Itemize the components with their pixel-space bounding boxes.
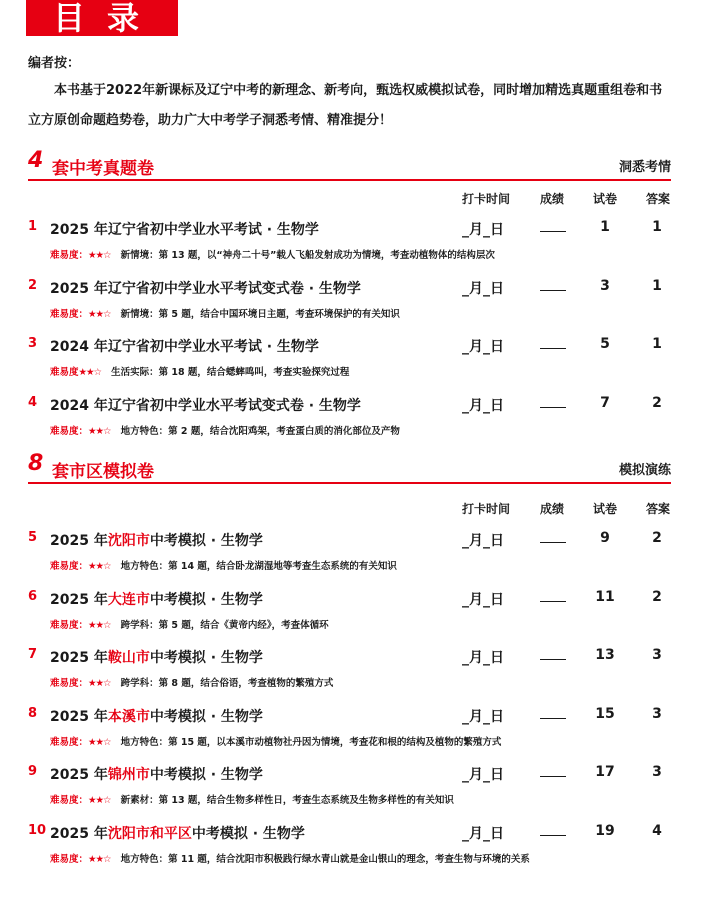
city-name: 本溪市 bbox=[107, 708, 150, 725]
title-suffix: 中考模拟 · 生物学 bbox=[191, 826, 305, 842]
page-title: 目录 bbox=[26, 0, 178, 36]
paper-page: 11 bbox=[595, 588, 615, 605]
entry-description bbox=[50, 792, 454, 806]
entry-description bbox=[50, 734, 501, 748]
title-prefix: 2025 年辽宁省初中学业水平考试 · 生物学 bbox=[50, 222, 319, 238]
city-name: 锦州市 bbox=[107, 767, 150, 784]
catalog-entry bbox=[0, 530, 701, 576]
title-suffix: 中考模拟 · 生物学 bbox=[149, 708, 263, 725]
difficulty-label: 难易度： bbox=[50, 561, 89, 572]
entry-tag: 地方特色： bbox=[120, 425, 169, 437]
answer-page: 4 bbox=[652, 823, 662, 839]
entry-tag: 地方特色： bbox=[120, 561, 169, 572]
paper-page: 3 bbox=[600, 277, 610, 294]
entry-number: 4 bbox=[28, 394, 38, 410]
entry-number: 7 bbox=[28, 647, 38, 663]
difficulty-stars: ★★☆ bbox=[88, 561, 111, 572]
entry-number: 1 bbox=[28, 219, 38, 234]
catalog-entry bbox=[0, 219, 701, 265]
entry-title bbox=[50, 336, 319, 356]
score-blank bbox=[540, 835, 566, 836]
col-checkin: 打卡时间 bbox=[462, 502, 511, 516]
score-blank bbox=[540, 231, 566, 232]
difficulty-label: 难易度 bbox=[50, 367, 79, 378]
col-score: 成绩 bbox=[540, 192, 565, 206]
entry-number: 2 bbox=[28, 277, 38, 293]
entry-number: 6 bbox=[28, 588, 38, 604]
difficulty-stars: ★★☆ bbox=[88, 619, 111, 631]
title-suffix: 中考模拟 · 生物学 bbox=[149, 767, 263, 784]
entry-description bbox=[50, 247, 495, 261]
col-answer: 答案 bbox=[646, 502, 671, 516]
entry-description bbox=[50, 423, 400, 437]
city-name: 鞍山市 bbox=[107, 650, 150, 667]
entry-tag: 地方特色： bbox=[120, 736, 169, 748]
score-blank bbox=[540, 776, 566, 777]
difficulty-label: 难易度： bbox=[50, 854, 89, 865]
entry-title bbox=[50, 647, 263, 667]
entry-detail: 第 15 题，以本溪市动植物社丹因为情境，考查花和根的结构及植物的繁殖方式 bbox=[168, 736, 502, 748]
score-blank bbox=[540, 407, 566, 408]
difficulty-label: 难易度： bbox=[50, 425, 89, 437]
catalog-entry bbox=[0, 647, 701, 693]
difficulty-stars: ★★☆ bbox=[88, 425, 111, 437]
title-prefix: 2025 年 bbox=[50, 708, 108, 725]
section-tagline: 模拟演练 bbox=[618, 463, 671, 478]
entry-detail: 第 5 题，结合《黄帝内经》，考查体循环 bbox=[158, 619, 329, 631]
entry-detail: 第 8 题，结合俗语，考查植物的繁殖方式 bbox=[158, 678, 334, 690]
title-prefix: 2025 年 bbox=[50, 767, 108, 784]
answer-page: 3 bbox=[652, 647, 662, 664]
checkin-date-blank: _月_日 bbox=[462, 397, 504, 414]
col-paper: 试卷 bbox=[593, 192, 618, 206]
score-blank bbox=[540, 659, 566, 660]
catalog-entry bbox=[0, 395, 701, 441]
difficulty-label: 难易度： bbox=[50, 250, 89, 261]
entry-detail: 第 11 题，结合沈阳市积极践行绿水青山就是金山银山的理念，考查生物与环境的关系 bbox=[168, 854, 530, 865]
entry-tag: 跨学科： bbox=[120, 619, 159, 631]
editor-note-label: 编者按： bbox=[28, 56, 81, 71]
entry-description bbox=[50, 851, 530, 865]
title-prefix: 2024 年辽宁省初中学业水平考试变式卷 · 生物学 bbox=[50, 397, 361, 414]
col-answer: 答案 bbox=[646, 192, 671, 206]
difficulty-stars: ★★☆ bbox=[88, 678, 111, 690]
city-name: 沈阳市和平区 bbox=[107, 826, 192, 842]
difficulty-label: 难易度： bbox=[50, 795, 89, 807]
entry-number: 9 bbox=[28, 764, 38, 780]
difficulty-label: 难易度： bbox=[50, 678, 89, 690]
difficulty-stars: ★★☆ bbox=[88, 736, 111, 748]
score-blank bbox=[540, 348, 566, 349]
paper-page: 9 bbox=[600, 530, 610, 546]
title-suffix: 中考模拟 · 生物学 bbox=[149, 650, 263, 667]
entry-title bbox=[50, 764, 263, 784]
catalog-entry bbox=[0, 336, 701, 382]
paper-page: 5 bbox=[600, 336, 610, 352]
col-paper: 试卷 bbox=[593, 502, 618, 516]
answer-page: 2 bbox=[652, 394, 662, 411]
difficulty-stars: ★★☆ bbox=[88, 308, 111, 320]
entry-description bbox=[50, 558, 397, 572]
title-prefix: 2025 年 bbox=[50, 591, 108, 608]
checkin-date-blank: _月_日 bbox=[462, 826, 504, 842]
catalog-entry bbox=[0, 706, 701, 752]
entry-tag: 地方特色： bbox=[120, 854, 169, 865]
section-header-real-exams bbox=[28, 148, 671, 182]
entry-title bbox=[50, 589, 263, 609]
difficulty-stars: ★★☆ bbox=[88, 795, 111, 807]
checkin-date-blank: _月_日 bbox=[462, 650, 504, 667]
col-score: 成绩 bbox=[540, 502, 565, 516]
checkin-date-blank: _月_日 bbox=[462, 280, 504, 297]
score-blank bbox=[540, 290, 566, 291]
entry-description bbox=[50, 617, 329, 631]
entry-number: 3 bbox=[28, 336, 38, 351]
city-name: 大连市 bbox=[107, 591, 150, 608]
difficulty-stars: ★★☆ bbox=[78, 367, 102, 378]
catalog-entry bbox=[0, 278, 701, 324]
entry-tag: 跨学科： bbox=[120, 678, 159, 690]
section-count: 8 bbox=[28, 451, 44, 476]
entry-tag: 新情境： bbox=[120, 308, 159, 320]
entry-detail: 第 2 题，结合沈阳鸡架，考查蛋白质的消化部位及产物 bbox=[168, 425, 400, 437]
title-prefix: 2025 年辽宁省初中学业水平考试变式卷 · 生物学 bbox=[50, 280, 361, 297]
entry-title bbox=[50, 706, 263, 726]
answer-page: 1 bbox=[652, 277, 662, 294]
title-prefix: 2024 年辽宁省初中学业水平考试 · 生物学 bbox=[50, 339, 319, 355]
entry-detail: 第 13 题，以“神舟二十号”载人飞船发射成功为情境，考查动植物体的结构层次 bbox=[158, 250, 495, 261]
checkin-date-blank: _月_日 bbox=[462, 533, 504, 549]
entry-title bbox=[50, 219, 319, 239]
answer-page: 2 bbox=[652, 588, 662, 605]
entry-description bbox=[50, 675, 333, 689]
entry-tag: 新情境： bbox=[120, 250, 159, 261]
entry-tag: 新素材： bbox=[120, 795, 159, 807]
entry-title bbox=[50, 395, 361, 415]
entry-number: 10 bbox=[28, 823, 47, 838]
catalog-entry bbox=[0, 589, 701, 635]
section-title: 套市区模拟卷 bbox=[52, 462, 154, 482]
checkin-date-blank: _月_日 bbox=[462, 708, 504, 725]
entry-detail: 第 18 题，结合蟋蟀鸣叫，考查实验探究过程 bbox=[158, 367, 350, 378]
entry-number: 5 bbox=[28, 530, 38, 545]
entry-description bbox=[50, 306, 400, 320]
paper-page: 19 bbox=[595, 823, 615, 839]
section-divider bbox=[28, 179, 671, 181]
score-blank bbox=[540, 601, 566, 602]
answer-page: 2 bbox=[652, 530, 662, 546]
answer-page: 3 bbox=[652, 705, 662, 722]
checkin-date-blank: _月_日 bbox=[462, 767, 504, 784]
catalog-entry bbox=[0, 823, 701, 869]
paper-page: 17 bbox=[595, 764, 615, 781]
col-checkin: 打卡时间 bbox=[462, 192, 511, 206]
score-blank bbox=[540, 718, 566, 719]
title-suffix: 中考模拟 · 生物学 bbox=[149, 533, 263, 549]
section-header-mock-exams bbox=[28, 451, 671, 485]
entry-detail: 第 13 题，结合生物多样性日，考查生态系统及生物多样性的有关知识 bbox=[158, 795, 454, 807]
checkin-date-blank: _月_日 bbox=[462, 222, 504, 238]
section-count: 4 bbox=[28, 148, 44, 173]
answer-page: 3 bbox=[652, 764, 662, 781]
title-prefix: 2025 年 bbox=[50, 533, 108, 549]
difficulty-stars: ★★☆ bbox=[88, 854, 111, 865]
catalog-entry bbox=[0, 764, 701, 810]
answer-page: 1 bbox=[652, 219, 662, 235]
paper-page: 15 bbox=[595, 705, 615, 722]
intro-paragraph: 本书基于2022年新课标及辽宁中考的新理念、新考向，甄选权威模拟试卷，同时增加精选真题重组卷和书立方原创命题趋势卷，助力广大中考学子洞悉考情、精准提分！ bbox=[28, 83, 663, 128]
section-divider bbox=[28, 482, 671, 484]
title-suffix: 中考模拟 · 生物学 bbox=[149, 591, 263, 608]
title-prefix: 2025 年 bbox=[50, 650, 108, 667]
paper-page: 1 bbox=[600, 219, 610, 235]
score-blank bbox=[540, 542, 566, 543]
entry-number: 8 bbox=[28, 705, 38, 721]
section-title: 套中考真题卷 bbox=[52, 159, 154, 179]
section-tagline: 洞悉考情 bbox=[618, 160, 671, 175]
entry-title bbox=[50, 823, 305, 843]
difficulty-label: 难易度： bbox=[50, 619, 89, 631]
entry-detail: 第 5 题，结合中国环境日主题，考查环境保护的有关知识 bbox=[158, 308, 400, 320]
entry-title bbox=[50, 278, 361, 298]
answer-page: 1 bbox=[652, 336, 662, 352]
paper-page: 7 bbox=[600, 394, 610, 411]
difficulty-label: 难易度： bbox=[50, 736, 89, 748]
checkin-date-blank: _月_日 bbox=[462, 591, 504, 608]
entry-tag: 生活实际： bbox=[111, 367, 159, 378]
entry-title bbox=[50, 530, 263, 550]
city-name: 沈阳市 bbox=[107, 533, 150, 549]
paper-page: 13 bbox=[595, 647, 615, 664]
entry-detail: 第 14 题，结合卧龙湖湿地等考查生态系统的有关知识 bbox=[168, 561, 397, 572]
checkin-date-blank: _月_日 bbox=[462, 339, 504, 355]
difficulty-stars: ★★☆ bbox=[88, 250, 111, 261]
title-prefix: 2025 年 bbox=[50, 826, 108, 842]
difficulty-label: 难易度： bbox=[50, 308, 89, 320]
entry-description bbox=[50, 364, 349, 378]
